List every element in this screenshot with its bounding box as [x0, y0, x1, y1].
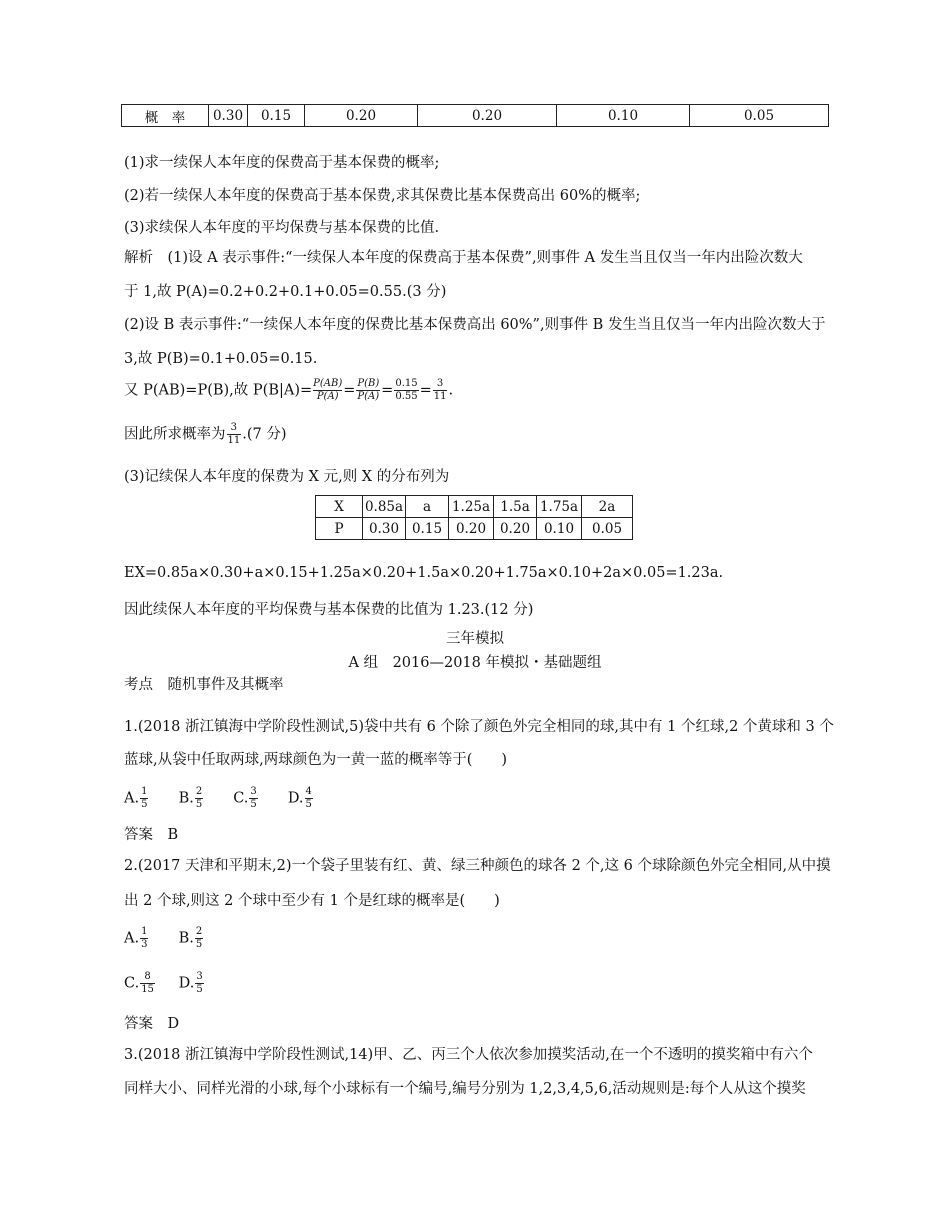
- section-title: 三年模拟: [446, 631, 504, 647]
- problem-3-line-1: 3.(2018 浙江镇海中学阶段性测试,14)甲、乙、丙三个人依次参加摸奖活动,在一个不透明的摸奖箱中有六个: [124, 1047, 813, 1063]
- solution-line-7: (3)记续保人本年度的保费为 X 元,则 X 的分布列为: [124, 469, 450, 485]
- table-cell: 0.05: [582, 518, 633, 540]
- equals-sign: =: [419, 382, 432, 399]
- table-row: [316, 496, 633, 518]
- problem-2-options-row-1: [124, 926, 229, 951]
- option-a: A. $\frac{1}{3}$: [124, 926, 148, 950]
- period: .: [448, 382, 454, 399]
- solution-line-1: 解析 (1)设 A 表示事件:“一续保人本年度的保费高于基本保费”,则事件 A 发生当且仅当一年内出险次数大: [124, 250, 803, 266]
- table-row: [122, 105, 829, 127]
- table-cell: 0.20: [418, 105, 557, 127]
- problem-1-options: [124, 786, 338, 811]
- table-cell: 1.5a: [494, 496, 537, 518]
- table-cell: 1.75a: [537, 496, 582, 518]
- fraction-3-over-11: $\frac{3}{11}$: [227, 422, 241, 446]
- fraction: $\frac{3}{5}$: [196, 971, 203, 995]
- problem-2-line-2: 出 2 个球,则这 2 个球中至少有 1 个是红球的概率是( ): [124, 893, 500, 909]
- option-c: C. $\frac{8}{15}$: [124, 971, 154, 995]
- question-3: (3)求续保人本年度的平均保费与基本保费的比值.: [124, 220, 440, 236]
- fraction-3-over-11: $\frac{3}{11}$: [433, 378, 447, 402]
- table-cell: 0.30: [363, 518, 406, 540]
- table-cell: 0.05: [690, 105, 829, 127]
- fraction-015-over-055: $\frac{0.15}{0.55}$: [395, 378, 418, 402]
- fraction: $\frac{3}{5}$: [250, 786, 257, 810]
- solution-line-4: 3,故 P(B)=0.1+0.05=0.15.: [124, 351, 318, 367]
- option-d: D. $\frac{4}{5}$: [287, 786, 312, 810]
- probability-table: [121, 104, 829, 127]
- table-cell: a: [406, 496, 449, 518]
- fraction: $\frac{2}{5}$: [195, 926, 203, 950]
- fraction: $\frac{8}{15}$: [141, 971, 154, 995]
- table-row: [316, 518, 633, 540]
- fraction-pab-over-pa: $\frac{P(AB)}{P(A)}$: [313, 378, 343, 402]
- problem-2-answer: 答案 D: [124, 1016, 180, 1032]
- table-cell: 0.85a: [363, 496, 406, 518]
- solution-line-6-suffix: .(7 分): [242, 426, 287, 443]
- solution-line-2: 于 1,故 P(A)=0.2+0.2+0.1+0.05=0.55.(3 分): [124, 284, 447, 300]
- problem-1-line-1: 1.(2018 浙江镇海中学阶段性测试,5)袋中共有 6 个除了颜色外完全相同的球,其中有 1 个红球,2 个黄球和 3 个: [124, 719, 834, 735]
- problem-2-options-row-2: [124, 971, 229, 996]
- kaodian-heading: 考点 随机事件及其概率: [124, 677, 284, 693]
- table-cell: 0.20: [494, 518, 537, 540]
- solution-conclusion: 因此续保人本年度的平均保费与基本保费的比值为 1.23.(12 分): [124, 602, 534, 618]
- problem-3-line-2: 同样大小、同样光滑的小球,每个小球标有一个编号,编号分别为 1,2,3,4,5,6,活动规则是:每个人从这个摸奖: [124, 1081, 806, 1097]
- expectation-formula: EX=0.85a×0.30+a×0.15+1.25a×0.20+1.5a×0.20+1.75a×0.10+2a×0.05=1.23a.: [124, 565, 724, 581]
- option-b: B. $\frac{2}{5}$: [178, 786, 203, 810]
- table-cell: 0.10: [557, 105, 690, 127]
- solution-line-5: [124, 378, 453, 403]
- option-a: A. $\frac{1}{5}$: [124, 786, 148, 810]
- equals-sign: =: [343, 382, 356, 399]
- table-cell-header: X: [316, 496, 363, 518]
- option-c: C. $\frac{3}{5}$: [233, 786, 257, 810]
- table-cell: 0.30: [209, 105, 248, 127]
- table-cell: 2a: [582, 496, 633, 518]
- problem-1-line-2: 蓝球,从袋中任取两球,两球颜色为一黄一蓝的概率等于( ): [124, 752, 508, 768]
- table-cell: 0.15: [406, 518, 449, 540]
- table-cell-label: 概 率: [122, 105, 209, 127]
- fraction: $\frac{1}{5}$: [141, 786, 148, 810]
- equals-sign: =: [381, 382, 394, 399]
- fraction: $\frac{4}{5}$: [305, 786, 312, 810]
- table-cell: 1.25a: [449, 496, 494, 518]
- distribution-table: [315, 495, 633, 540]
- table-cell: 0.20: [449, 518, 494, 540]
- solution-line-6: [124, 422, 287, 447]
- fraction-pb-over-pa: $\frac{P(B)}{P(A)}$: [357, 378, 380, 402]
- table-cell: 0.15: [248, 105, 305, 127]
- table-cell: 0.20: [305, 105, 418, 127]
- problem-2-line-1: 2.(2017 天津和平期末,2)一个袋子里装有红、黄、绿三种颜色的球各 2 个,这 6 个球除颜色外完全相同,从中摸: [124, 858, 831, 874]
- fraction: $\frac{2}{5}$: [195, 786, 203, 810]
- question-2: (2)若一续保人本年度的保费高于基本保费,求其保费比基本保费高出 60%的概率;: [124, 188, 641, 204]
- option-d: D. $\frac{3}{5}$: [178, 971, 203, 995]
- option-b: B. $\frac{2}{5}$: [178, 926, 203, 950]
- question-1: (1)求一续保人本年度的保费高于基本保费的概率;: [124, 155, 440, 171]
- fraction: $\frac{1}{3}$: [141, 926, 148, 950]
- problem-1-answer: 答案 B: [124, 827, 179, 843]
- solution-line-6-prefix: 因此所求概率为: [124, 426, 226, 443]
- table-cell-header: P: [316, 518, 363, 540]
- section-subtitle: A 组 2016—2018 年模拟・基础题组: [348, 655, 602, 671]
- solution-line-3: (2)设 B 表示事件:“一续保人本年度的保费比基本保费高出 60%”,则事件 B 发生当且仅当一年内出险次数大于: [124, 317, 826, 333]
- solution-line-5-prefix: 又 P(AB)=P(B),故 P(B|A)=: [124, 382, 313, 399]
- table-cell: 0.10: [537, 518, 582, 540]
